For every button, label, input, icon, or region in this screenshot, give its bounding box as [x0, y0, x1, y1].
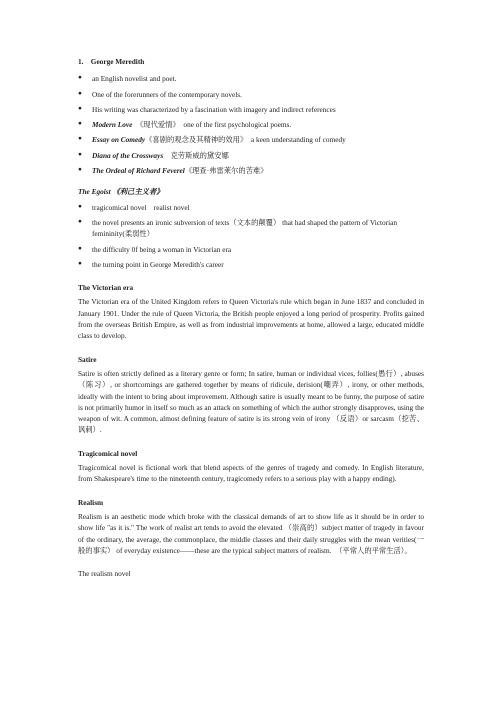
satire-paragraph: Satire is often strictly defined as a literary genre or form; In satire, human or individual vices, follies(愚行）, abuses（陈习）, or shortcomings are gathered together by means of ridicule, derision(嘲弄）, irony, or other methods, ideally with the intent to bring about improvement. Although satire is usually meant to be funny, the purpose of satire is not primarily humor in itself so much as an attack on something of which the author strongly disapproves, using the weapon of wit. A common, almost defining feature of satire is its strong vein of irony （反语）or sarcasm（挖苦、讽刺）.	[78, 368, 424, 435]
egoist-list	[78, 202, 424, 270]
victorian-title: The Victorian era	[78, 283, 134, 293]
realism-paragraph: Realism is an aesthetic mode which broke with the classical demands of art to show life as it should be in order to show life "as it is." The work of realist art tends to avoid the elevated （崇高的）subject matter of tragedy in favour of the ordinary, the average, the commonplace, the middle classes and their daily struggles with the mean verities(一般的事实） of everyday existence——these are the typical subject matters of realism. （平常人的平常生活）。	[78, 511, 424, 555]
victorian-paragraph: The Victorian era of the United Kingdom refers to Queen Victoria's rule which began in June 1837 and concluded in January 1901. Under the rule of Queen Victoria, the British people enjoyed a long period of prosperity. Profits gained from the overseas British Empire, as well as from industrial improvements at home, allowed a large, educated middle class to develop.	[78, 297, 424, 341]
list-item: ● The Ordeal of Richard Feverel《理查·弗雷莱尔的苦难》	[78, 165, 424, 176]
work-title: Essay on Comedy	[92, 135, 146, 145]
list-item: ● tragicomical novel realist novel	[78, 202, 424, 213]
section-heading: 1. George Meredith	[78, 57, 145, 66]
list-item: ● Modern Love 《现代爱情》 one of the first psychological poems.	[78, 119, 424, 130]
list-item: ● the novel presents an ironic subversion of texts（文本的颠覆） that had shaped the pattern of Victorian femininity(柔弱性）	[78, 217, 424, 240]
tragicomical-paragraph: Tragicomical novel is fictional work that blend aspects of the genres of tragedy and comedy. In English literature, from Shakespeare's time to the nineteenth century, tragicomedy refers to a serious play with a happy ending).	[78, 463, 424, 484]
work-title: The Ordeal of Richard Feverel	[92, 166, 185, 176]
list-item: ● His writing was characterized by a fascination with imagery and indirect references	[78, 104, 424, 115]
satire-title: Satire	[78, 354, 97, 364]
egoist-heading: The Egoist 《利己主义者》	[78, 187, 164, 197]
list-item: ● Diana of the Crossways 克劳斯威的黛安娜	[78, 150, 424, 161]
realism-novel-title: The realism novel	[78, 569, 131, 579]
document-page	[78, 56, 424, 582]
tragicomical-title: Tragicomical novel	[78, 448, 138, 458]
list-item: ● Essay on Comedy《喜剧的观念及其精神的效用》 a keen understanding of comedy	[78, 134, 424, 145]
realism-title: Realism	[78, 497, 104, 507]
list-item: ● the difficulty 0f being a woman in Victorian era	[78, 244, 424, 255]
bullet-list	[78, 73, 424, 176]
list-item: ● the turning point in George Meredith's career	[78, 259, 424, 270]
work-title: Diana of the Crossways	[92, 150, 164, 160]
work-title: Modern Love	[92, 120, 133, 130]
list-item: ● an English novelist and poet.	[78, 73, 424, 84]
list-item: ● One of the forerunners of the contemporary novels.	[78, 89, 424, 100]
